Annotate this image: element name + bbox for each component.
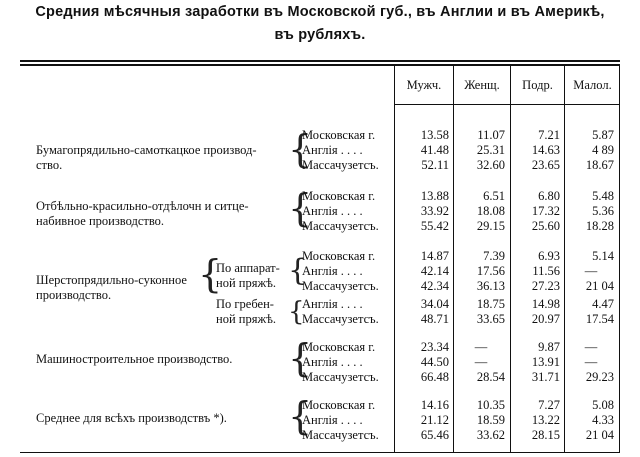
table-cell: 17.32 (531, 204, 560, 218)
column-rule (564, 66, 565, 452)
table-cell: 9.87 (538, 340, 560, 354)
sub-label: ной пряжѣ. (216, 312, 276, 326)
brace-icon: { (288, 394, 313, 438)
table-cell: 25.31 (476, 143, 505, 157)
sub-label: По аппарат- (216, 261, 280, 275)
section-label: Бумагопрядильно-самоткацкое производ- (36, 143, 257, 157)
table-cell: 31.71 (531, 370, 560, 384)
table-cell: 5.14 (592, 249, 614, 263)
section-label: Отбѣльно-красильно-отдѣлочн и ситце- (36, 199, 249, 213)
table-cell: 29.15 (476, 219, 505, 233)
sub-label: ной пряжѣ. (216, 276, 276, 290)
table-cell: 42.34 (420, 279, 449, 293)
table-cell: 29.23 (585, 370, 614, 384)
table-cell: 52.11 (421, 158, 449, 172)
table-cell: 18.28 (585, 219, 614, 233)
table-cell: 28.15 (531, 428, 560, 442)
table-cell: 23.34 (420, 340, 449, 354)
table-cell: 25.60 (531, 219, 560, 233)
place-label: Московская г. (302, 398, 376, 412)
table-cell: 33.62 (476, 428, 505, 442)
place-label: Англія . . . . (302, 204, 363, 218)
place-label: Массачузетсъ. (302, 312, 379, 326)
table-cell: 13.88 (420, 189, 449, 203)
brace-icon: { (288, 127, 313, 171)
section-label: Шерстопрядильно-суконное (36, 273, 187, 287)
sub-label: По гребен- (216, 297, 274, 311)
brace-icon: { (198, 252, 223, 296)
table-cell: 7.27 (538, 398, 560, 412)
table-title: Средния мѣсячныя заработки въ Московской губ., въ Англии и въ Америкѣ, (35, 4, 605, 20)
top-double-rule-2 (20, 64, 620, 66)
table-cell: 21.12 (420, 413, 449, 427)
place-label: Англія . . . . (302, 264, 363, 278)
column-rule (510, 66, 511, 452)
table-cell: — (584, 340, 598, 354)
table-cell: — (474, 340, 488, 354)
table-cell: 6.51 (483, 189, 505, 203)
table-cell: 18.67 (585, 158, 614, 172)
table-cell: 65.46 (420, 428, 449, 442)
table-cell: 32.60 (476, 158, 505, 172)
section-label: Машиностроительное производство. (36, 352, 233, 366)
place-label: Массачузетсъ. (302, 370, 379, 384)
table-cell: 7.21 (538, 128, 560, 142)
brace-icon: { (288, 253, 308, 288)
table-cell: 5.87 (592, 128, 614, 142)
table-cell: — (584, 264, 598, 278)
place-label: Московская г. (302, 189, 376, 203)
table-title-unit: въ рубляхъ. (274, 27, 366, 43)
column-rule (619, 66, 620, 452)
table-cell: 5.08 (592, 398, 614, 412)
table-cell: 14.63 (531, 143, 560, 157)
place-label: Англія . . . . (302, 413, 363, 427)
column-rule (394, 66, 395, 452)
place-label: Массачузетсъ. (302, 219, 379, 233)
table-cell: 66.48 (420, 370, 449, 384)
table-cell: 18.59 (476, 413, 505, 427)
table-cell: 7.39 (483, 249, 505, 263)
place-label: Англія . . . . (302, 143, 363, 157)
place-label: Московская г. (302, 249, 376, 263)
table-cell: 4.47 (592, 297, 614, 311)
table-cell: 55.42 (420, 219, 449, 233)
table-cell: 27.23 (531, 279, 560, 293)
table-cell: 4.33 (592, 413, 614, 427)
table-cell: 13.58 (420, 128, 449, 142)
table-cell: 13.22 (531, 413, 560, 427)
brace-icon: { (288, 297, 305, 327)
table-cell: — (474, 355, 488, 369)
brace-icon: { (288, 186, 313, 230)
brace-icon: { (288, 336, 313, 380)
table-cell: 5.48 (592, 189, 614, 203)
top-double-rule-1 (20, 60, 620, 62)
table-cell: 44.50 (420, 355, 449, 369)
table-cell: 18.75 (476, 297, 505, 311)
header-rule (395, 104, 620, 105)
table-cell: 11.56 (532, 264, 560, 278)
table-cell: 14.98 (531, 297, 560, 311)
place-label: Англія . . . . (302, 355, 363, 369)
table-cell: — (584, 355, 598, 369)
table-cell: 28.54 (476, 370, 505, 384)
table-cell: 5.36 (592, 204, 614, 218)
place-label: Массачузетсъ. (302, 428, 379, 442)
section-label: производство. (36, 288, 112, 302)
place-label: Англія . . . . (302, 297, 363, 311)
section-label: Среднее для всѣхъ производствъ *). (36, 411, 227, 425)
table-cell: 23.65 (531, 158, 560, 172)
table-cell: 18.08 (476, 204, 505, 218)
table-cell: 11.07 (477, 128, 505, 142)
table-cell: 33.92 (420, 204, 449, 218)
table-cell: 48.71 (420, 312, 449, 326)
header-men: Мужч. (406, 78, 442, 92)
bottom-rule (20, 452, 620, 453)
section-label: набивное производство. (36, 214, 165, 228)
header-children: Малол. (573, 78, 612, 92)
place-label: Массачузетсъ. (302, 158, 379, 172)
table-cell: 21 04 (585, 279, 614, 293)
table-cell: 20.97 (531, 312, 560, 326)
table-cell: 10.35 (476, 398, 505, 412)
place-label: Массачузетсъ. (302, 279, 379, 293)
table-cell: 6.80 (538, 189, 560, 203)
table-cell: 13.91 (531, 355, 560, 369)
column-rule (453, 66, 454, 452)
table-cell: 34.04 (420, 297, 449, 311)
table-cell: 4 89 (592, 143, 614, 157)
table-cell: 14.87 (420, 249, 449, 263)
section-label: ство. (36, 158, 63, 172)
table-cell: 42.14 (420, 264, 449, 278)
header-women: Женщ. (464, 78, 500, 92)
table-cell: 36.13 (476, 279, 505, 293)
header-teens: Подр. (522, 78, 553, 92)
table-cell: 21 04 (585, 428, 614, 442)
table-cell: 41.48 (420, 143, 449, 157)
place-label: Московская г. (302, 340, 376, 354)
table-cell: 33.65 (476, 312, 505, 326)
place-label: Московская г. (302, 128, 376, 142)
table-cell: 14.16 (420, 398, 449, 412)
table-cell: 6.93 (538, 249, 560, 263)
table-cell: 17.56 (476, 264, 505, 278)
table-cell: 17.54 (585, 312, 614, 326)
